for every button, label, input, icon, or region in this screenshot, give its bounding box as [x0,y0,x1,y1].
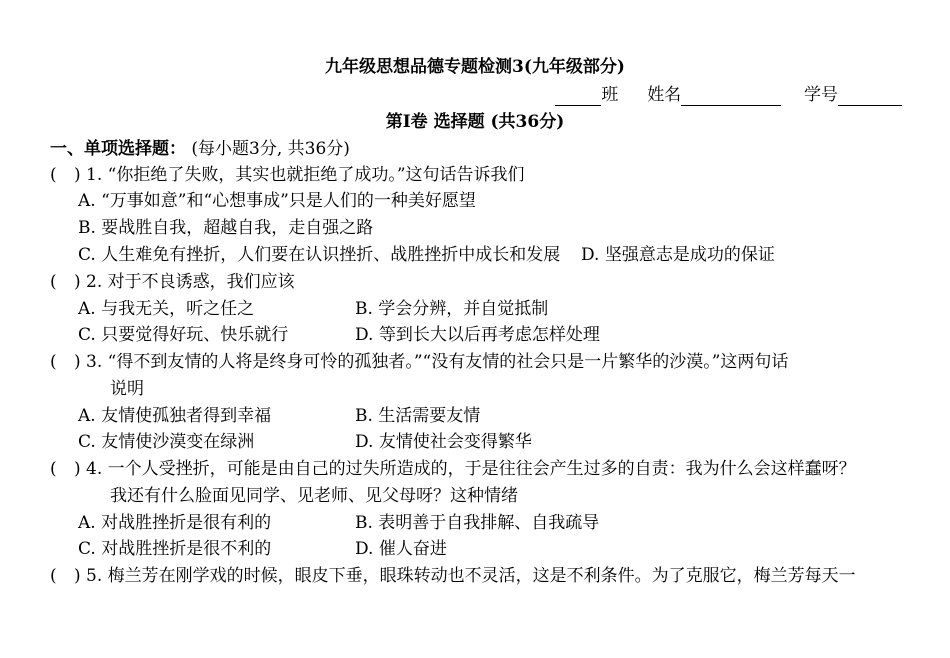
option-a: A. “万事如意”和“心想事成”只是人们的一种美好愿望 [78,191,476,211]
question-1: ( ) 1. “你拒绝了失败，其实也就拒绝了成功。”这句话告诉我们 [50,165,525,185]
answer-paren[interactable]: ( [50,165,57,185]
id-label: 学号 [804,85,838,105]
answer-paren[interactable]: ( [50,272,57,292]
question-stem: 2. 对于不良诱惑，我们应该 [86,272,295,292]
option-c: C. 友情使沙漠变在绿洲 [78,432,255,452]
class-label: 班 [601,85,619,105]
name-blank[interactable] [681,87,781,106]
option-a: A. 对战胜挫折是很有利的 [78,513,272,533]
answer-paren[interactable]: ( [50,566,57,586]
student-info-line [555,84,902,106]
question-stem: 4. 一个人受挫折，可能是由自己的过失所造成的，于是往往会产生过多的自责：我为什么会这样蠢呀？ [86,459,856,479]
answer-paren[interactable]: ( [50,352,57,372]
class-blank[interactable] [555,87,601,106]
question-stem: 1. “你拒绝了失败，其实也就拒绝了成功。”这句话告诉我们 [86,165,525,185]
exam-title: 九年级思想品德专题检测3(九年级部分) [325,57,625,77]
question-stem: 5. 梅兰芳在刚学戏的时候，眼皮下垂，眼珠转动也不灵活，这是不利条件。为了克服它，梅兰芳每天一 [86,566,856,586]
option-a: A. 与我无关，听之任之 [78,299,255,319]
question-stem-continued: 我还有什么脸面见同学、见老师、见父母呀？这种情绪 [110,486,518,506]
id-blank[interactable] [838,87,902,106]
section-heading [50,138,350,160]
option-d: D. 坚强意志是成功的保证 [581,245,775,265]
name-label: 姓名 [647,85,682,105]
question-4: ( ) 4. 一个人受挫折，可能是由自己的过失所造成的，于是往往会产生过多的自责：我为什么会这样蠢呀？ [50,459,856,479]
question-5: ( ) 5. 梅兰芳在刚学戏的时候，眼皮下垂，眼珠转动也不灵活，这是不利条件。为了克服它，梅兰芳每天一 [50,566,856,586]
option-a: A. 友情使孤独者得到幸福 [78,406,272,426]
section-note: (每小题3分, 共36分) [191,139,350,159]
question-stem-continued: 说明 [110,379,144,399]
option-b: B. 要战胜自我，超越自我，走自强之路 [78,218,374,238]
part-heading: 第Ⅰ卷 选择题 (共36分) [385,112,565,132]
option-b: B. 生活需要友情 [355,406,481,426]
option-b: B. 表明善于自我排解、自我疏导 [355,513,600,533]
question-2: ( ) 2. 对于不良诱惑，我们应该 [50,272,295,292]
question-3: ( ) 3. “得不到友情的人将是终身可怜的孤独者。”“没有友情的社会只是一片繁华的沙漠。”这两句话 [50,352,789,372]
option-c: C. 人生难免有挫折，人们要在认识挫折、战胜挫折中成长和发展 D. 坚强意志是成功的保证 [78,245,775,265]
option-b: B. 学会分辨，并自觉抵制 [355,299,549,319]
section-title: 一、单项选择题： [50,139,186,159]
option-c: C. 对战胜挫折是很不利的 [78,539,272,559]
option-d: D. 催人奋进 [355,539,447,559]
option-c: C. 只要觉得好玩、快乐就行 [78,325,289,345]
question-stem: 3. “得不到友情的人将是终身可怜的孤独者。”“没有友情的社会只是一片繁华的沙漠。”这两句话 [86,352,789,372]
option-d: D. 等到长大以后再考虑怎样处理 [355,325,600,345]
answer-paren[interactable]: ( [50,459,57,479]
option-d: D. 友情使社会变得繁华 [355,432,532,452]
